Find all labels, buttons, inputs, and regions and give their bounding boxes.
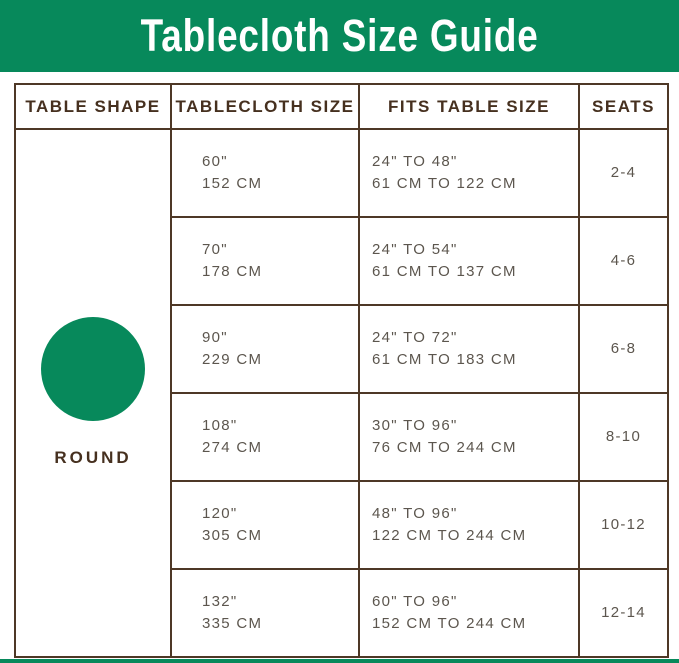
fits-inches: 24" TO 48"	[372, 153, 458, 170]
fits-table-size-cell	[359, 305, 579, 393]
fits-inches: 60" TO 96"	[372, 593, 458, 610]
size-cm: 152 CM	[202, 175, 263, 192]
size-cm: 229 CM	[202, 351, 263, 368]
fits-cm: 61 CM TO 122 CM	[372, 175, 517, 192]
round-shape-icon	[41, 317, 145, 421]
size-inches: 70"	[202, 241, 228, 258]
tablecloth-size-cell	[171, 305, 359, 393]
fits-table-size-cell	[359, 217, 579, 305]
col-header-fits-table-size: FITS TABLE SIZE	[359, 84, 579, 129]
fits-cm: 122 CM TO 244 CM	[372, 527, 527, 544]
col-header-tablecloth-size: TABLECLOTH SIZE	[171, 84, 359, 129]
size-inches: 90"	[202, 329, 228, 346]
size-guide-table	[14, 83, 669, 658]
seats-cell: 2-4	[579, 129, 668, 217]
size-cm: 178 CM	[202, 263, 263, 280]
seats-cell: 12-14	[579, 569, 668, 657]
size-inches: 132"	[202, 593, 238, 610]
fits-table-size-cell	[359, 129, 579, 217]
seats-cell: 4-6	[579, 217, 668, 305]
fits-cm: 152 CM TO 244 CM	[372, 615, 527, 632]
tablecloth-size-cell	[171, 569, 359, 657]
fits-cm: 61 CM TO 137 CM	[372, 263, 517, 280]
size-cm: 305 CM	[202, 527, 263, 544]
fits-inches: 24" TO 72"	[372, 329, 458, 346]
shape-label: ROUND	[54, 448, 132, 467]
seats-cell: 10-12	[579, 481, 668, 569]
size-cm: 335 CM	[202, 615, 263, 632]
fits-inches: 48" TO 96"	[372, 505, 458, 522]
fits-inches: 30" TO 96"	[372, 417, 458, 434]
fits-cm: 76 CM TO 244 CM	[372, 439, 517, 456]
fits-table-size-cell	[359, 393, 579, 481]
size-inches: 108"	[202, 417, 238, 434]
seats-cell: 8-10	[579, 393, 668, 481]
title-banner	[0, 0, 679, 72]
size-inches: 60"	[202, 153, 228, 170]
tablecloth-size-cell	[171, 393, 359, 481]
fits-table-size-cell	[359, 569, 579, 657]
fits-table-size-cell	[359, 481, 579, 569]
tablecloth-size-cell	[171, 481, 359, 569]
table-row	[15, 129, 668, 217]
seats-cell: 6-8	[579, 305, 668, 393]
shape-cell	[15, 129, 171, 657]
tablecloth-size-cell	[171, 217, 359, 305]
fits-inches: 24" TO 54"	[372, 241, 458, 258]
size-cm: 274 CM	[202, 439, 263, 456]
header-row	[15, 84, 668, 129]
col-header-seats: SEATS	[579, 84, 668, 129]
col-header-table-shape: TABLE SHAPE	[15, 84, 171, 129]
bottom-green-strip	[0, 659, 679, 663]
size-inches: 120"	[202, 505, 238, 522]
fits-cm: 61 CM TO 183 CM	[372, 351, 517, 368]
tablecloth-size-cell	[171, 129, 359, 217]
page-title: Tablecloth Size Guide	[140, 10, 539, 61]
